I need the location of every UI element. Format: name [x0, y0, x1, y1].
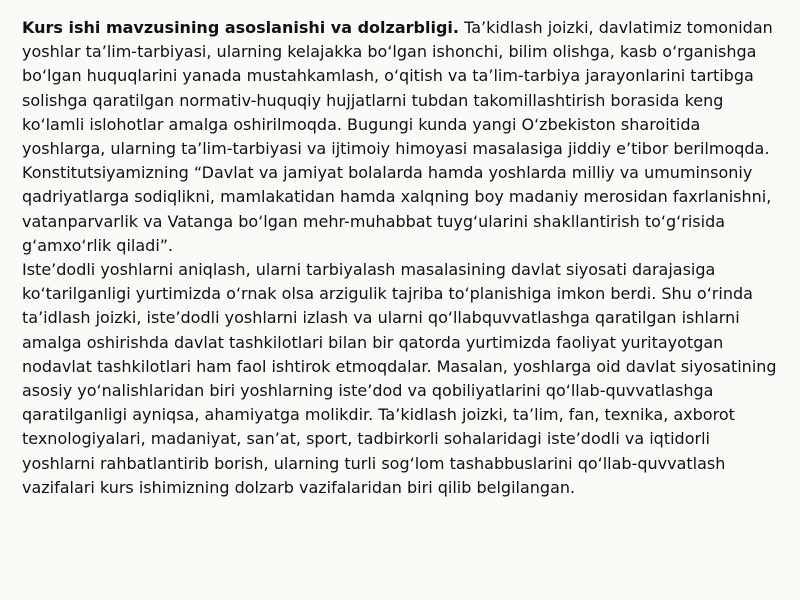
section-heading: Kurs ishi mavzusining asoslanishi va dolzarbligi. — [22, 18, 459, 37]
paragraph-constitution: Konstitutsiyamizning “Davlat va jamiyat bolalarda hamda yoshlarda milliy va umuminsoniy qadriyatlarga sodiqlikni, mamlakatidan hamda xalqning boy madaniy merosidan faxrlanishni, vatanparvarlik va Vatanga bo‘lgan mehr-muhabbat tuyg‘ularini shakllantirish to‘g‘risida g‘amxo‘rlik qiladi”. — [22, 163, 772, 255]
paragraph-talented-youth: Iste’dodli yoshlarni aniqlash, ularni tarbiyalash masalasining davlat siyosati darajasiga ko‘tarilganligi yurtimizda o‘rnak olsa arzigulik tajriba to‘planishiga imkon berdi. Shu o‘rinda ta’idlash joizki, iste’dodli yoshlarni izlash va ularni qo‘llabquvvatlashga qaratilgan ishlarni amalga oshirishda davlat tashkilotlari bilan bir qatorda yurtimizda faoliyat yuritayotgan nodavlat tashkilotlari ham faol ishtirok etmoqdalar. Masalan, yoshlarga oid davlat siyosatining asosiy yo‘nalishlaridan biri yoshlarning iste’dod va qobiliyatlarini qo‘llab-quvvatlashga qaratilganligi ayniqsa, ahamiyatga molikdir. Ta’kidlash joizki, ta’lim, fan, texnika, axborot texnologiyalari, madaniyat, san’at, sport, tadbirkorli sohalaridagi iste’dodli va iqtidorli yoshlarni rahbatlantirib borish, ularning turli sog‘lom tashabbuslarini qo‘llab-quvvatlash vazifalari kurs ishimizning dolzarb vazifalaridan biri qilib belgilangan. — [22, 260, 777, 497]
paragraph-intro — [22, 16, 786, 161]
paragraph-text: Ta’kidlash joizki, davlatimiz tomonidan yoshlar ta’lim-tarbiyasi, ularning kelajakka bo‘lgan ishonchi, bilim olishga, kasb o‘rganishga bo‘lgan huquqlarini yanada mustahkamlash, o‘qitish va ta’lim-tarbiya jarayonlarini tartibga solishga qaratilgan normativ-huquqiy hujjatlarni tubdan takomillashtirish borasida keng ko‘lamli islohotlar amalga oshirilmoqda. Bugungi kunda yangi O‘zbekiston sharoitida yoshlarga, ularning ta’lim-tarbiyasi va ijtimoiy himoyasi masalasiga jiddiy e’tibor berilmoqda. — [22, 18, 773, 159]
